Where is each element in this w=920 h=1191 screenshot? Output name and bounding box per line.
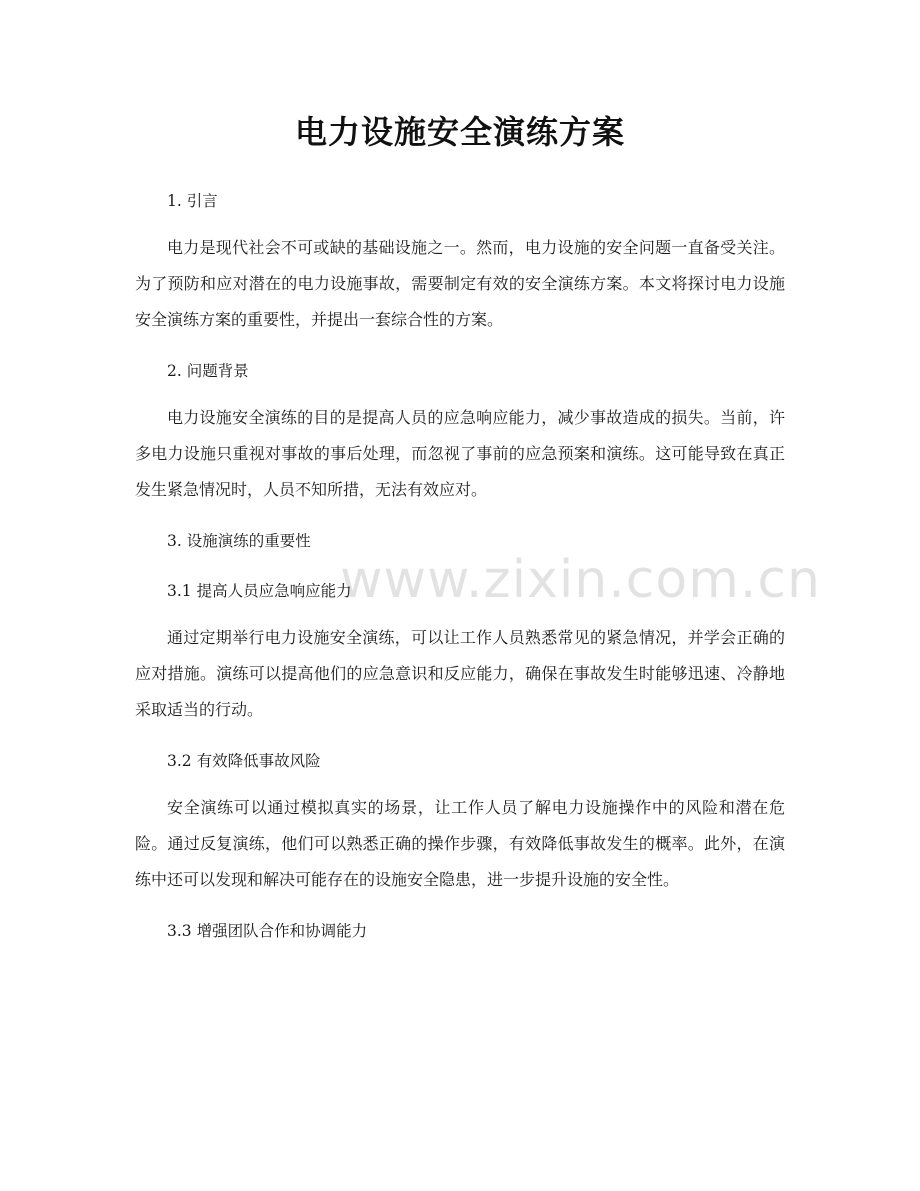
section-paragraph-intro: 电力是现代社会不可或缺的基础设施之一。然而，电力设施的安全问题一直备受关注。为了预防和应对潜在的电力设施事故，需要制定有效的安全演练方案。本文将探讨电力设施安全演练方案的重要性，并提出一套综合性的方案。 xyxy=(135,238,785,329)
section-heading-teamwork: 3.3 增强团队合作和协调能力 xyxy=(167,922,368,940)
section-heading-background: 2. 问题背景 xyxy=(167,362,249,380)
section-paragraph-response: 通过定期举行电力设施安全演练，可以让工作人员熟悉常见的紧急情况，并学会正确的应对措施。演练可以提高他们的应急意识和反应能力，确保在事故发生时能够迅速、冷静地采取适当的行动。 xyxy=(135,628,785,719)
section-paragraph-background: 电力设施安全演练的目的是提高人员的应急响应能力，减少事故造成的损失。当前，许多电力设施只重视对事故的事后处理，而忽视了事前的应急预案和演练。这可能导致在真正发生紧急情况时，人员不知所措，无法有效应对。 xyxy=(135,408,785,499)
section-paragraph-risk: 安全演练可以通过模拟真实的场景，让工作人员了解电力设施操作中的风险和潜在危险。通过反复演练，他们可以熟悉正确的操作步骤，有效降低事故发生的概率。此外，在演练中还可以发现和解决可能存在的设施安全隐患，进一步提升设施的安全性。 xyxy=(135,798,785,889)
section-heading-intro: 1. 引言 xyxy=(167,192,218,210)
section-heading-response: 3.1 提高人员应急响应能力 xyxy=(167,582,352,600)
document-body xyxy=(135,180,821,952)
section-heading-importance: 3. 设施演练的重要性 xyxy=(167,532,311,550)
section-heading-risk: 3.2 有效降低事故风险 xyxy=(167,752,321,770)
document-title: 电力设施安全演练方案 xyxy=(294,113,625,151)
watermark: www.zixin.com.cn xyxy=(340,550,821,610)
